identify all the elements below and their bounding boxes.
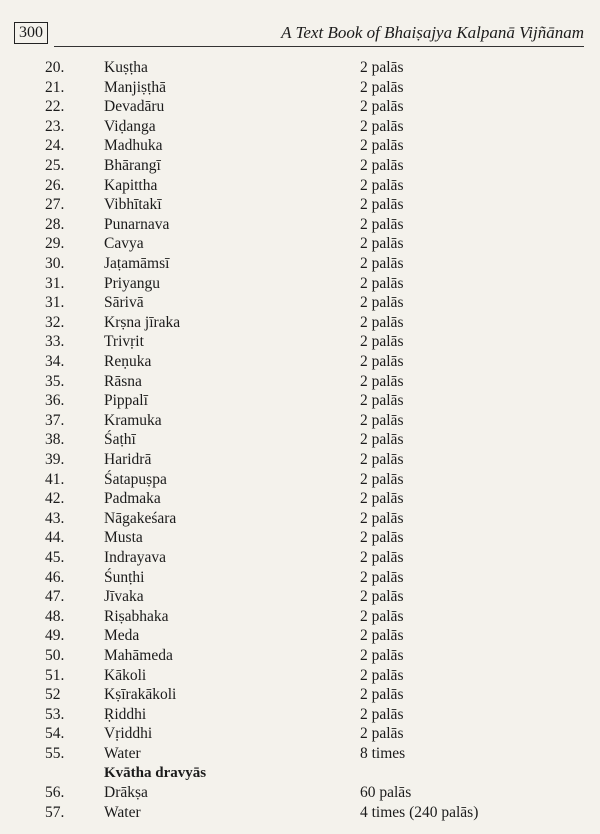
item-quantity: 2 palās	[360, 392, 404, 410]
list-item	[0, 783, 600, 803]
item-number: 35.	[45, 372, 65, 390]
item-quantity: 2 palās	[360, 274, 404, 292]
list-item	[0, 58, 600, 78]
item-name: Indrayava	[104, 549, 166, 566]
item-name: Musta	[104, 529, 143, 547]
item-number: 44.	[45, 529, 65, 547]
page-header	[0, 0, 600, 50]
item-quantity: 2 palās	[360, 627, 404, 645]
item-quantity: 2 palās	[360, 647, 404, 664]
item-quantity: 2 palās	[360, 255, 404, 272]
list-item	[0, 313, 600, 333]
item-name: Kuṣṭha	[104, 59, 148, 76]
item-number: 50.	[45, 647, 65, 664]
item-name: Kramuka	[104, 411, 162, 429]
header-rule	[54, 46, 584, 47]
item-name: Nāgakeśara	[104, 509, 177, 527]
book-title: A Text Book of Bhaiṣajya Kalpanā Vijñānam	[281, 23, 584, 42]
item-quantity: 2 palās	[360, 78, 404, 96]
item-number: 29.	[45, 235, 65, 253]
item-quantity: 2 palās	[360, 196, 404, 214]
list-item	[0, 744, 600, 764]
item-quantity: 2 palās	[360, 568, 404, 586]
item-number: 41.	[45, 470, 65, 488]
list-item	[0, 372, 600, 392]
item-name: Cavya	[104, 235, 144, 253]
list-item	[0, 803, 600, 823]
item-quantity: 2 palās	[360, 59, 404, 76]
item-quantity: 2 palās	[360, 470, 404, 488]
item-name: Rāsna	[104, 372, 142, 390]
item-name: Jaṭamāmsī	[104, 255, 170, 272]
item-number: 31.	[45, 294, 65, 312]
item-number: 26.	[45, 176, 65, 194]
item-name: Ṛiddhi	[104, 705, 147, 723]
list-item	[0, 607, 600, 627]
item-name: Drākṣa	[104, 784, 148, 802]
item-name: Sārivā	[104, 294, 144, 312]
item-name: Water	[104, 745, 141, 762]
list-item	[0, 568, 600, 588]
item-number: 54.	[45, 725, 65, 743]
item-number: 45.	[45, 549, 65, 566]
list-item	[0, 156, 600, 176]
item-number: 28.	[45, 215, 65, 233]
item-number: 42.	[45, 490, 65, 508]
list-item	[0, 215, 600, 235]
list-item	[0, 509, 600, 529]
item-name: Reṇuka	[104, 353, 152, 370]
item-name: Padmaka	[104, 490, 161, 508]
item-name: Priyangu	[104, 274, 160, 292]
list-item	[0, 587, 600, 607]
list-item	[0, 666, 600, 686]
list-item	[0, 411, 600, 431]
item-quantity: 2 palās	[360, 294, 404, 312]
item-number: 51.	[45, 666, 65, 684]
item-number: 27.	[45, 196, 65, 214]
list-item	[0, 195, 600, 215]
list-item	[0, 234, 600, 254]
item-name: Meda	[104, 627, 140, 645]
list-item	[0, 450, 600, 470]
list-item	[0, 332, 600, 352]
item-number: 25.	[45, 157, 65, 174]
item-name: Madhuka	[104, 137, 163, 155]
item-quantity: 2 palās	[360, 686, 404, 704]
item-quantity: 2 palās	[360, 490, 404, 508]
item-name: Punarnava	[104, 215, 170, 233]
item-quantity: 2 palās	[360, 176, 404, 194]
item-quantity: 2 palās	[360, 451, 404, 468]
item-number: 24.	[45, 137, 65, 155]
item-number: 20.	[45, 59, 65, 76]
item-number: 37.	[45, 411, 65, 429]
item-name: Bhārangī	[104, 157, 161, 174]
item-number: 33.	[45, 333, 65, 351]
item-quantity: 2 palās	[360, 666, 404, 684]
item-quantity: 2 palās	[360, 411, 404, 429]
item-quantity: 2 palās	[360, 215, 404, 233]
list-item	[0, 548, 600, 568]
item-number: 30.	[45, 255, 65, 272]
item-name: Śunṭhi	[104, 568, 145, 586]
item-quantity: 2 palās	[360, 353, 404, 370]
page-number: 300	[14, 22, 48, 44]
item-name: Manjiṣṭhā	[104, 78, 166, 96]
item-number: 22.	[45, 98, 65, 116]
item-number: 21.	[45, 78, 65, 96]
item-name: Mahāmeda	[104, 647, 173, 664]
list-item	[0, 254, 600, 274]
item-number: 49.	[45, 627, 65, 645]
item-quantity: 2 palās	[360, 98, 404, 116]
list-item	[0, 470, 600, 490]
item-quantity: 60 palās	[360, 784, 412, 802]
item-number: 46.	[45, 568, 65, 586]
item-number: 34.	[45, 353, 65, 370]
list-item	[0, 391, 600, 411]
item-quantity: 4 times (240 palās)	[360, 803, 479, 821]
list-item	[0, 97, 600, 117]
list-item	[0, 274, 600, 294]
list-item	[0, 352, 600, 372]
list-item	[0, 489, 600, 509]
item-number: 23.	[45, 117, 65, 135]
section-heading: Kvātha dravyās	[104, 764, 207, 781]
list-item	[0, 176, 600, 196]
item-quantity: 2 palās	[360, 588, 404, 606]
item-number: 39.	[45, 451, 65, 468]
item-number: 32.	[45, 313, 65, 331]
item-quantity: 2 palās	[360, 431, 404, 449]
item-quantity: 2 palās	[360, 705, 404, 723]
item-number: 57.	[45, 803, 65, 821]
item-quantity: 2 palās	[360, 137, 404, 155]
item-number: 38.	[45, 431, 65, 449]
item-name: Water	[104, 803, 141, 821]
item-quantity: 2 palās	[360, 117, 404, 135]
item-quantity: 2 palās	[360, 529, 404, 547]
list-item	[0, 724, 600, 744]
item-quantity: 2 palās	[360, 372, 404, 390]
list-item	[0, 136, 600, 156]
item-number: 36.	[45, 392, 65, 410]
item-name: Trivṛit	[104, 333, 144, 351]
list-item	[0, 626, 600, 646]
list-item	[0, 117, 600, 137]
list-item	[0, 685, 600, 705]
item-name: Śaṭhī	[104, 431, 136, 449]
list-item	[0, 430, 600, 450]
item-quantity: 8 times	[360, 745, 406, 762]
item-name: Śatapuṣpa	[104, 470, 167, 488]
item-quantity: 2 palās	[360, 509, 404, 527]
item-name: Kapittha	[104, 176, 158, 194]
item-name: Viḍanga	[104, 117, 156, 135]
item-name: Pippalī	[104, 392, 148, 410]
item-quantity: 2 palās	[360, 607, 404, 625]
item-name: Krṣna jīraka	[104, 313, 181, 331]
item-number: 47.	[45, 588, 65, 606]
item-name: Kṣīrakākoli	[104, 686, 177, 704]
list-item	[0, 705, 600, 725]
item-number: 55.	[45, 745, 65, 762]
item-number: 43.	[45, 509, 65, 527]
item-name: Devadāru	[104, 98, 165, 116]
list-item	[0, 78, 600, 98]
item-number: 53.	[45, 705, 65, 723]
item-name: Riṣabhaka	[104, 607, 169, 625]
item-number: 56.	[45, 784, 65, 802]
item-name: Vṛiddhi	[104, 725, 153, 743]
item-quantity: 2 palās	[360, 313, 404, 331]
item-name: Vibhītakī	[104, 196, 162, 214]
item-name: Kākoli	[104, 666, 147, 684]
list-item	[0, 646, 600, 666]
item-quantity: 2 palās	[360, 549, 404, 566]
item-quantity: 2 palās	[360, 333, 404, 351]
list-item	[0, 293, 600, 313]
item-quantity: 2 palās	[360, 235, 404, 253]
list-item	[0, 528, 600, 548]
item-quantity: 2 palās	[360, 725, 404, 743]
item-number: 52	[45, 686, 61, 704]
item-number: 48.	[45, 607, 65, 625]
item-quantity: 2 palās	[360, 157, 404, 174]
item-name: Jīvaka	[104, 588, 144, 606]
item-number: 31.	[45, 274, 65, 292]
item-name: Haridrā	[104, 451, 152, 468]
